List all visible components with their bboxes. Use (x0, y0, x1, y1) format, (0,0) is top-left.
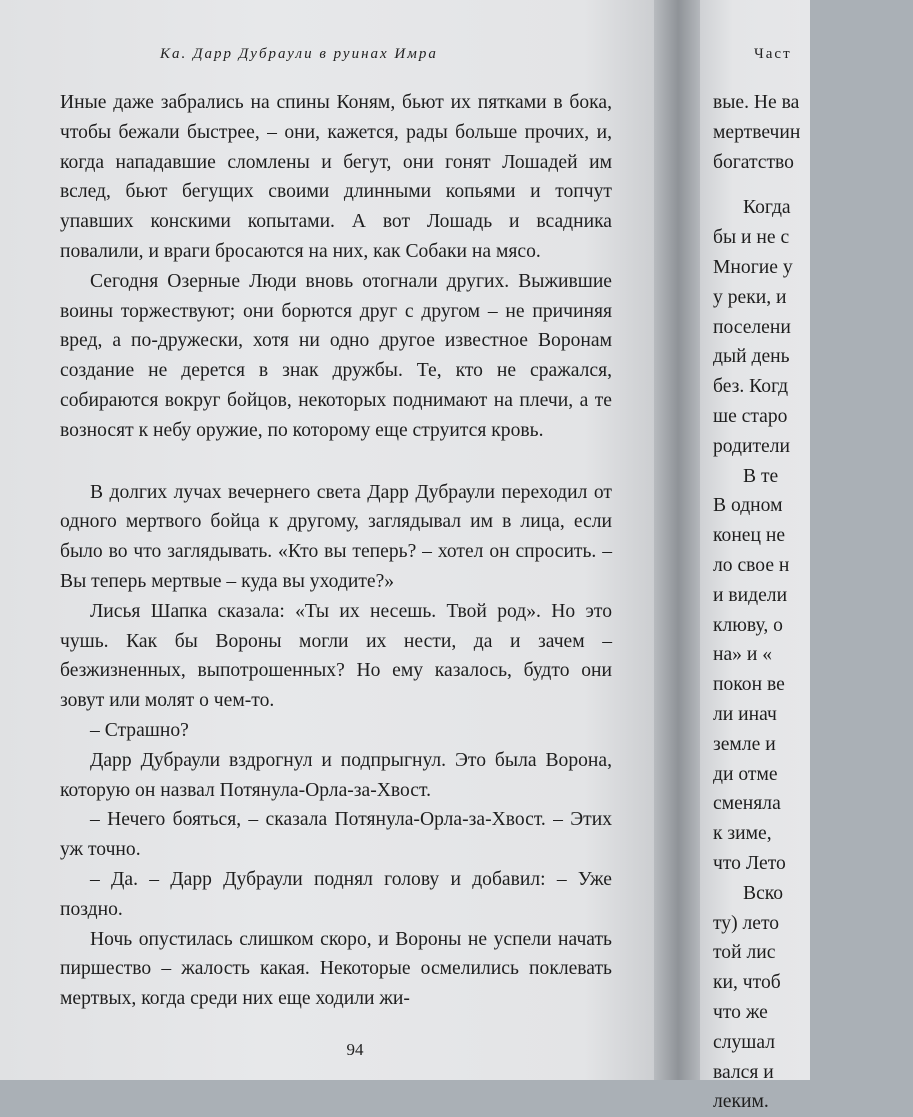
text-line: родители (713, 435, 791, 457)
paragraph: – Страшно? (90, 719, 189, 741)
text-line: поселени (713, 316, 791, 338)
paragraph: Лисья Шапка сказала: «Ты их несешь. Твой род». Но это чушь. Как бы Вороны могли их нести, да и зачем – безжизненных, выпотрошенных? Но ему казалось, будто они зовут или молят о чем-то. (60, 600, 612, 712)
text-line: леким. (713, 1091, 769, 1113)
text-line: бы и не с (713, 227, 790, 249)
text-line: ту) лето (713, 912, 780, 934)
text-line: В те (743, 465, 779, 487)
paragraph: Ночь опустилась слишком скоро, и Вороны не успели начать пиршество – жалость какая. Некоторые осмелились поклевать мертвых, когда среди них еще ходили жи- (60, 928, 612, 1010)
text-line: Когда (743, 197, 791, 219)
text-line: к зиме, (713, 823, 772, 845)
text-line: той лис (713, 942, 776, 964)
text-line: клюву, о (713, 614, 783, 636)
text-line: ли инач (713, 703, 777, 725)
body-text (60, 88, 612, 1014)
right-running-head: Част (754, 46, 792, 62)
text-line: слушал (713, 1031, 776, 1053)
right-body-text (713, 88, 913, 1117)
text-line: сменяла (713, 793, 781, 815)
text-line: дый день (713, 346, 790, 368)
text-line: покон ве (713, 674, 785, 696)
text-line: вался и (713, 1061, 774, 1083)
paragraph: – Нечего бояться, – сказала Потянула-Орла-за-Хвост. – Этих уж точно. (60, 809, 612, 861)
text-line: ше старо (713, 405, 788, 427)
right-page (700, 0, 810, 1113)
text-line: богатство (713, 151, 794, 173)
text-line: на» и « (713, 644, 773, 666)
text-line: земле и (713, 733, 776, 755)
text-line: Многие у (713, 256, 793, 278)
text-line: у реки, и (713, 286, 787, 308)
paragraph: Дарр Дубраули вздрогнул и подпрыгнул. Это была Ворона, которую он назвал Потянула-Орла-за-Хвост. (60, 749, 612, 801)
paragraph: – Да. – Дарр Дубраули поднял голову и добавил: – Уже поздно. (60, 868, 612, 920)
text-line: что Лето (713, 852, 786, 874)
paragraph: Иные даже забрались на спины Коням, бьют их пятками в бока, чтобы бежали быстрее, – они, кажется, рады больше прочих, и, когда нападавшие сломлены и бегут, они гонят Лошадей им вслед, бьют бегущих своими длинными копьями и топчут упавших конскими копытами. А вот Лошадь и всадника повалили, и враги бросаются на них, как Собаки на мясо. (60, 92, 612, 262)
text-line: ди отме (713, 763, 778, 785)
text-line: и видели (713, 584, 788, 606)
text-line: что же (713, 1001, 768, 1023)
text-line: ло свое н (713, 554, 790, 576)
text-line: без. Когд (713, 376, 789, 398)
text-line: конец не (713, 525, 786, 547)
text-line: вые. Не ва (713, 92, 800, 113)
running-head: Ка. Дарр Дубраули в руинах Имра (160, 46, 438, 62)
page-number: 94 (346, 1040, 364, 1059)
text-line: Вско (743, 882, 784, 904)
paragraph: Сегодня Озерные Люди вновь отогнали других. Выжившие воины торжествуют; они борются друг с другом – не причиняя вред, а по-дружески, хотя ни одно другое известное Воронам создание не дерется в знак дружбы. Те, кто не сражался, собираются вокруг бойцов, некоторых поднимают на плечи, а те возносят к небу оружие, по которому еще струится кровь. (60, 270, 612, 441)
paragraph: В долгих лучах вечернего света Дарр Дубраули переходил от одного мертвого бойца к другому, заглядывал им в лица, если было во что заглядывать. «Кто вы теперь? – хотел он спросить. – Вы теперь мертвые – куда вы уходите?» (60, 481, 612, 592)
text-line: ки, чтоб (713, 972, 781, 994)
text-line: В одном (713, 495, 783, 517)
text-line: мертвечин (713, 121, 801, 143)
